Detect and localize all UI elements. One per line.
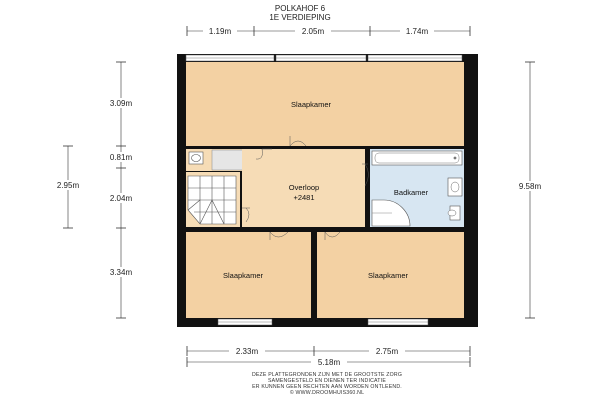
disclaimer-line-3: ER KUNNEN GEEN RECHTEN AAN WORDEN ONTLEEND. — [252, 384, 402, 390]
disclaimer-line-1: DEZE PLATTEGRONDEN ZIJN MET DE GROOTSTE ZORG — [251, 372, 403, 378]
label-bedroom-top: Slaapkamer — [290, 100, 332, 109]
dim-top-2: 2.05m — [301, 27, 325, 36]
label-landing: Overloop — [288, 183, 320, 192]
dim-top-1: 1.19m — [208, 27, 232, 36]
plan-title: POLKAHOF 6 — [274, 4, 326, 13]
dim-bottom-total: 5.18m — [317, 358, 341, 367]
bathtub-icon — [372, 151, 462, 165]
dim-bottom-2: 2.75m — [375, 347, 399, 356]
label-bathroom: Badkamer — [393, 188, 429, 197]
dim-right: 9.58m — [518, 182, 542, 191]
toilet-icon — [189, 152, 203, 164]
window-top — [186, 55, 462, 61]
bottom-dimension — [187, 346, 470, 367]
right-dimension — [512, 62, 548, 318]
stairs-icon — [188, 176, 236, 224]
sink-icon — [448, 178, 462, 196]
plan-subtitle: 1E VERDIEPING — [269, 13, 331, 22]
dim-bottom-1: 2.33m — [235, 347, 259, 356]
dim-left-4: 3.34m — [109, 268, 133, 277]
building — [177, 54, 478, 327]
label-bedroom-bottom-left: Slaapkamer — [222, 271, 264, 280]
dim-top-3: 1.74m — [405, 27, 429, 36]
dim-left-3: 2.04m — [109, 194, 133, 203]
label-bedroom-bottom-right: Slaapkamer — [367, 271, 409, 280]
dim-left-1: 3.09m — [109, 99, 133, 108]
dim-left-outer: 2.95m — [56, 181, 80, 190]
disclaimer-line-4: © WWW.DROOMHUIS360.NL — [289, 390, 365, 396]
disclaimer-line-2: SAMENGESTELD EN DIENEN TER INDICATIE — [268, 378, 386, 384]
bathroom-toilet-icon — [448, 206, 460, 220]
left-outer-dimension — [52, 146, 84, 228]
dim-left-2: 0.81m — [109, 153, 133, 162]
left-inner-dimension — [104, 62, 138, 318]
disclaimer — [252, 372, 402, 396]
top-dimension — [187, 26, 470, 36]
label-landing-level: +2481 — [293, 193, 315, 202]
